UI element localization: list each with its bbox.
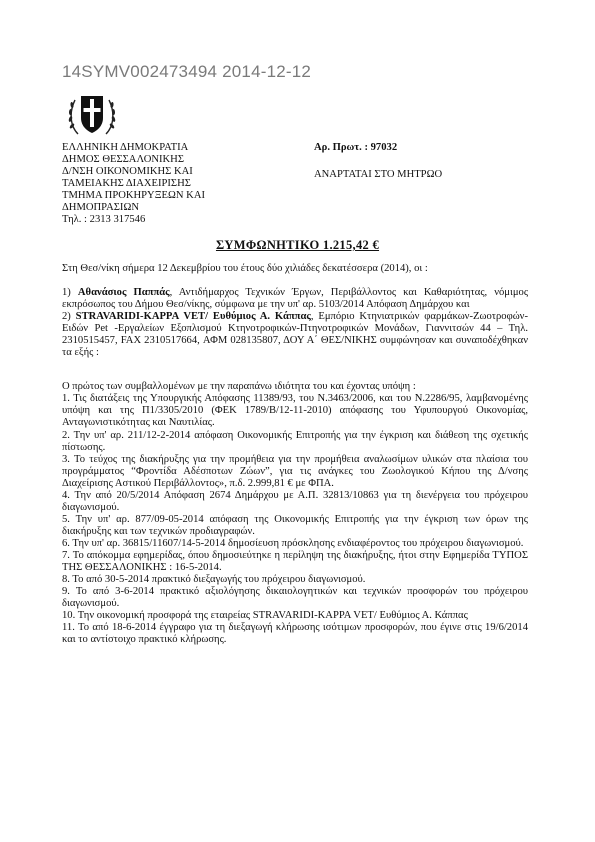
list-item: 11. Το από 18-6-2014 έγγραφο για τη διεξαγωγή κλήρωσης ισότιμων προσφορών, που έγινε στις 19/6/2014 και το αντίστοιχο πρακτικό κλήρωσης. bbox=[62, 622, 528, 646]
document-body bbox=[62, 263, 528, 646]
list-item: 10. Την οικονομική προσφορά της εταιρείας STRAVARIDI-KAPPA VET/ Ευθύμιος Α. Κάππας bbox=[62, 610, 468, 622]
list-item: 9. Το από 3-6-2014 πρακτικό αξιολόγησης δικαιολογητικών και τεχνικών προσφορών του πρόχειρου διαγωνισμού. bbox=[62, 586, 528, 610]
header-phone: Τηλ. : 2313 317546 bbox=[62, 214, 146, 225]
list-item: 8. Το από 30-5-2014 πρακτικό διεξαγωγής του πρόχειρου διαγωνισμού. bbox=[62, 574, 366, 586]
list-item: 7. Το απόκομμα εφημερίδας, όπου δημοσιεύτηκε η περίληψη της διακήρυξης, ήτοι στην Εφημερίδα ΤΥΠΟΣ ΤΗΣ ΘΕΣΣΑΛΟΝΙΚΗΣ : 16-5-2014. bbox=[62, 549, 528, 574]
party-2-paragraph: 2) STRAVARIDI-KAPPA VET/ Ευθύμιος Α. Κάππας, Εμπόριο Κτηνιατρικών φαρμάκων-Ζωοτροφών- Ειδών Pet -Εργαλείων Εξοπλισμού Κτηνοτροφικών-Πτηνοτροφικών Μονάδων, Γιαννιτσών 44 – Τηλ. 2310515457, FAX 2310517664, ΑΦΜ 028135807, ΔΟΥ Α΄ ΘΕΣ/ΝΙΚΗΣ συμφώνησαν και συναποδέχθηκαν τα εξής : bbox=[62, 311, 528, 359]
party-1-paragraph: 1) Αθανάσιος Παππάς, Αντιδήμαρχος Τεχνικών Έργων, Περιβάλλοντος και Καθαριότητας, νόμιμος εκπρόσωπος του Δήμου Θεσ/νίκης, σύμφωνα με την υπ' αρ. 5103/2014 Απόφαση Δημάρχου και bbox=[62, 287, 529, 311]
party-2-name: STRAVARIDI-KAPPA VET/ Ευθύμιος Α. Κάππας bbox=[75, 311, 311, 323]
list-item: 3. Το τεύχος της διακήρυξης για την προμήθεια για την προμήθεια αναλωσίμων υλικών στα πλαίσια του προγράμματος “Φροντίδα Αδέσποτων Ζώων”, για τις ανάγκες του Ζωολογικού Κήπου της Δ/νσης Διαχείρισης Αστικού Περιβάλλοντος», π.δ. 2.999,81 € με ΦΠΑ. bbox=[62, 453, 528, 489]
header-line: Δ/ΝΣΗ ΟΙΚΟΝΟΜΙΚΗΣ ΚΑΙ bbox=[62, 166, 193, 177]
greek-coat-of-arms-emblem bbox=[66, 88, 118, 138]
header-line: ΔΗΜΟΣ ΘΕΣΣΑΛΟΝΙΚΗΣ bbox=[62, 154, 184, 165]
header-line: ΔΗΜΟΠΡΑΣΙΩΝ bbox=[62, 202, 139, 213]
posting-note: ΑΝΑΡΤΑΤΑΙ ΣΤΟ ΜΗΤΡΩΟ bbox=[314, 169, 443, 180]
header-line: ΤΜΗΜΑ ΠΡΟΚΗΡΥΞΕΩΝ ΚΑΙ bbox=[62, 190, 205, 201]
list-item: 6. Την υπ' αρ. 36815/11607/14-5-2014 δημοσίευση πρόσκλησης ενδιαφέροντος του πρόχειρου διαγωνισμού. bbox=[62, 537, 524, 549]
list-item: 2. Την υπ' αρ. 211/12-2-2014 απόφαση Οικονομικής Επιτροπής για την έγκριση και διάθεση της σχετικής πίστωσης. bbox=[62, 429, 528, 453]
header-line: ΤΑΜΕΙΑΚΗΣ ΔΙΑΧΕΙΡΙΣΗΣ bbox=[62, 178, 191, 189]
document-title: ΣΥΜΦΩΝΗΤΙΚΟ 1.215,42 € bbox=[215, 238, 380, 252]
list-item: 5. Την υπ' αρ. 877/09-05-2014 απόφαση της Οικονομικής Επιτροπής για την έγκριση των όρων της διακήρυξης και των τεχνικών προδιαγραφών. bbox=[62, 513, 528, 537]
protocol-number: Αρ. Πρωτ. : 97032 bbox=[314, 142, 398, 153]
list-item: 1. Τις διατάξεις της Υπουργικής Απόφασης 11389/93, του Ν.3463/2006, και του Ν.2286/95, λαμβανομένης υπόψη και της Π1/3305/2010 (ΦΕΚ 1789/Β/12-11-2010) απόφασης του Υφυπουργού Οικονομίας, Ανταγωνιστικότητας και Ναυτιλίας. bbox=[62, 393, 528, 429]
party-1-name: Αθανάσιος Παππάς bbox=[77, 287, 170, 299]
intro-paragraph: Στη Θεσ/νίκη σήμερα 12 Δεκεμβρίου του έτους δύο χιλιάδες δεκατέσσερα (2014), οι : bbox=[62, 263, 428, 274]
header-line: ΕΛΛΗΝΙΚΗ ΔΗΜΟΚΡΑΤΙΑ bbox=[62, 142, 189, 153]
document-stamp: 14SYMV002473494 2014-12-12 bbox=[62, 62, 312, 81]
issuer-header bbox=[62, 142, 262, 226]
considering-paragraph: Ο πρώτος των συμβαλλομένων με την παραπάνω ιδιότητα του και έχοντας υπόψη : bbox=[62, 381, 416, 393]
list-item: 4. Την από 20/5/2014 Απόφαση 2674 Δημάρχου με Α.Π. 32813/10863 για τη διενέργεια του πρόχειρου διαγωνισμού. bbox=[62, 489, 528, 513]
